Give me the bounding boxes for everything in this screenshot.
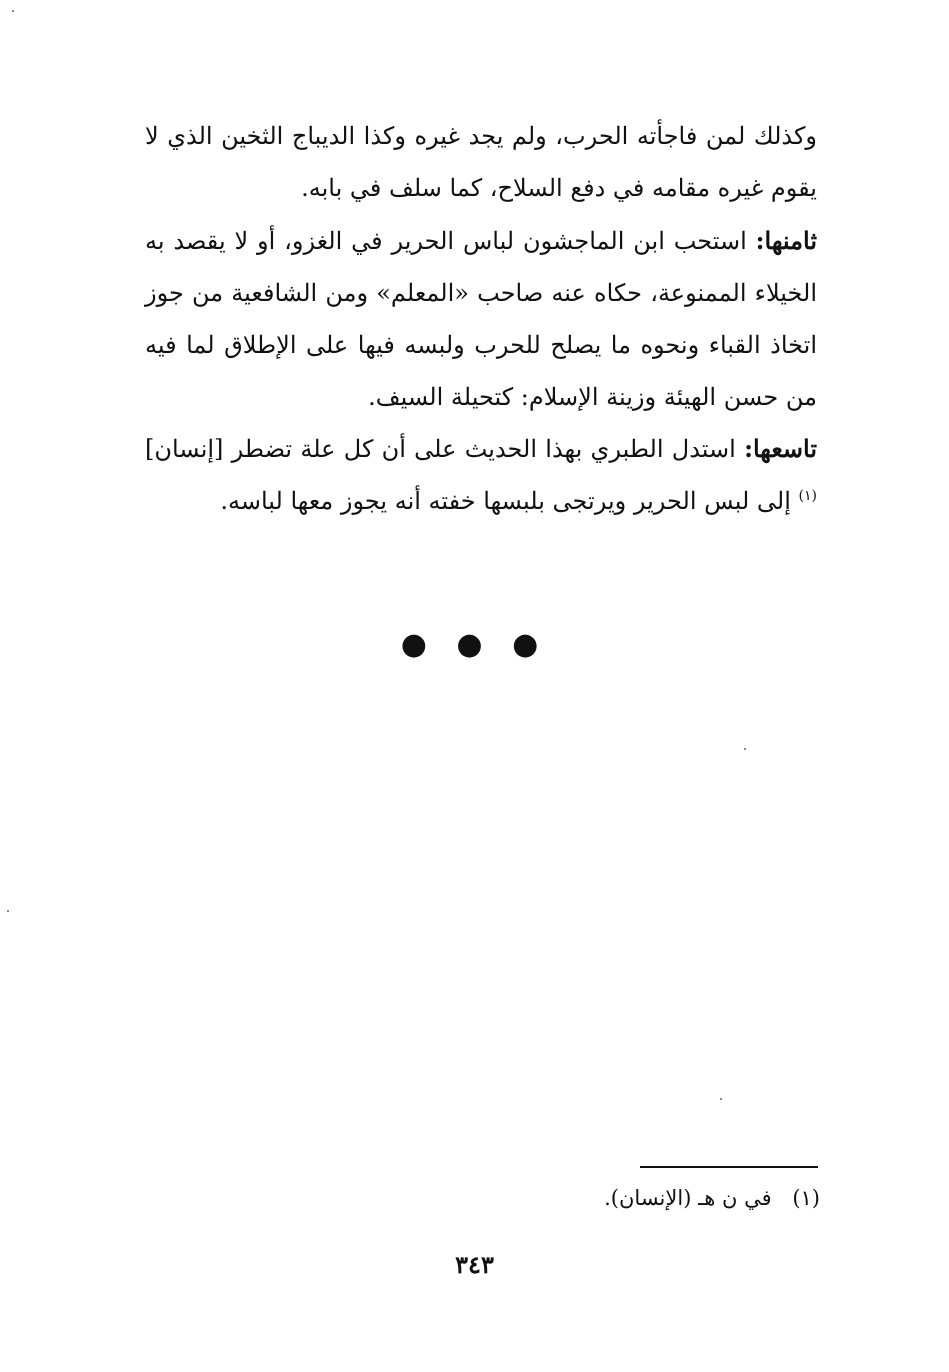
paragraph-1-text: وكذلك لمن فاجأته الحرب، ولم يجد غيره وكذا الديباج الثخين الذي لا يقوم غيره مقامه في دفع السلاح، كما سلف في بابه. [145, 122, 817, 202]
paragraph-2-lead: ثامنها: [755, 226, 817, 255]
page-number: ٣٤٣ [455, 1250, 494, 1279]
scan-speck [720, 1098, 722, 1100]
paragraph-3-lead: تاسعها: [744, 434, 817, 463]
footnote-reference: (١) [798, 488, 817, 504]
paragraph-3 [145, 423, 817, 527]
section-separator: ● ● ● [400, 627, 549, 662]
scan-speck [744, 748, 746, 750]
scan-speck [12, 10, 14, 12]
paragraph-2-text: استحب ابن الماجشون لباس الحرير في الغزو، أو لا يقصد به الخيلاء الممنوعة، حكاه عنه صاحب «المعلم» ومن الشافعية من جوز اتخاذ القباء ونحوه ما يصلح للحرب ولبسه فيها على الإطلاق لما فيه من حسن الهيئة وزينة الإسلام: كتحيلة السيف. [145, 227, 817, 411]
footnote-text: في ن هـ (الإنسان). [604, 1186, 772, 1210]
paragraph-1 [145, 110, 817, 214]
paragraph-3-text-after-note: إلى لبس الحرير ويرتجى بلبسها خفته أنه يجوز معها لباسه. [220, 487, 799, 515]
scan-speck [7, 910, 9, 912]
paragraph-3-text-before-note: استدل الطبري بهذا الحديث على أن كل علة تضطر [إنسان] [145, 435, 745, 463]
footnote-divider [640, 1166, 818, 1168]
footnote-number: (١) [792, 1186, 820, 1210]
paragraph-2 [145, 215, 817, 423]
footnote [400, 1180, 820, 1216]
